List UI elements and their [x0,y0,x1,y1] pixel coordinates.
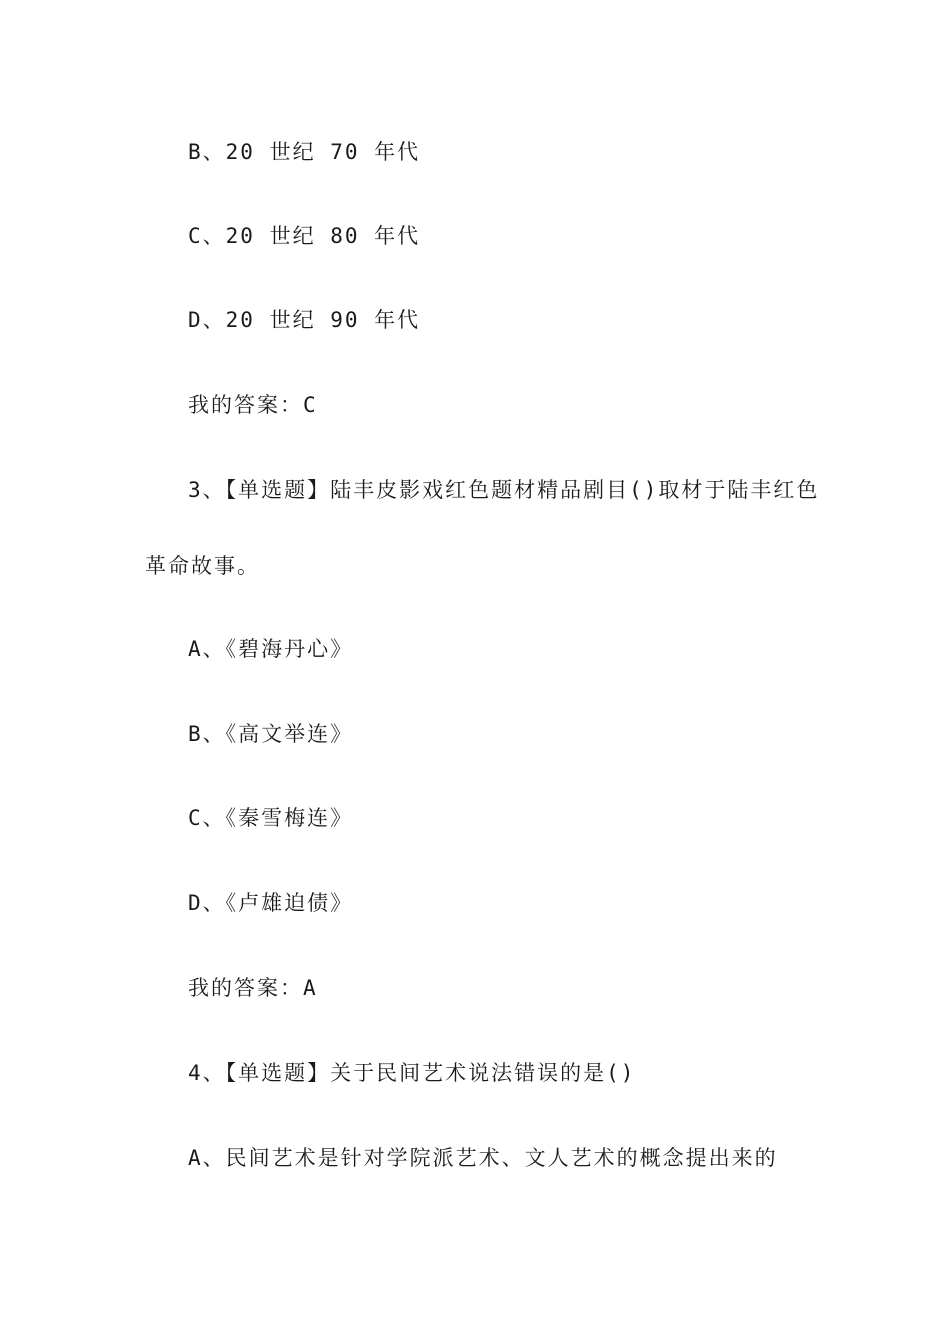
q2-answer: 我的答案：C [188,393,318,417]
q3-answer: 我的答案：A [188,976,318,1000]
q3-option-a: A、《碧海丹心》 [188,637,354,661]
q3-stem-line2: 革命故事。 [145,554,260,578]
q4-option-a: A、民间艺术是针对学院派艺术、文人艺术的概念提出来的 [188,1146,778,1170]
q3-stem-line1: 3、【单选题】陆丰皮影戏红色题材精品剧目()取材于陆丰红色 [188,478,820,502]
q3-option-d: D、《卢雄迫债》 [188,891,354,915]
q3-option-c: C、《秦雪梅连》 [188,806,354,830]
q2-option-b: B、20 世纪 70 年代 [188,140,421,164]
q3-option-b: B、《高文举连》 [188,722,354,746]
q2-option-c: C、20 世纪 80 年代 [188,224,421,248]
q2-option-d: D、20 世纪 90 年代 [188,308,421,332]
q4-stem: 4、【单选题】关于民间艺术说法错误的是() [188,1061,636,1085]
